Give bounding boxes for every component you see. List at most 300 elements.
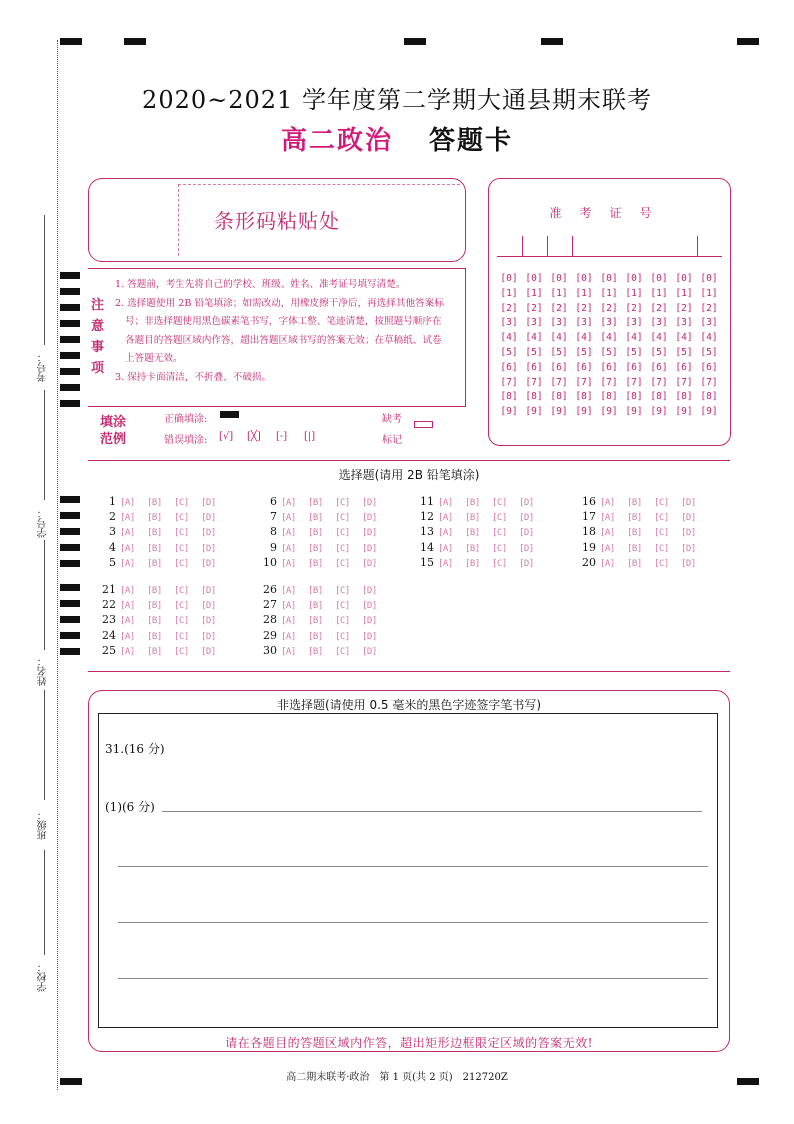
mc-option-bubble[interactable]: [B] xyxy=(465,498,480,508)
mc-option-bubble[interactable]: [C] xyxy=(335,543,350,554)
timing-mark xyxy=(60,304,80,311)
mc-option-bubble[interactable]: [D] xyxy=(519,543,534,554)
mc-option-bubble[interactable]: [B] xyxy=(308,528,323,539)
mc-option-bubble[interactable]: [D] xyxy=(201,528,216,539)
mc-option-bubble[interactable]: [C] xyxy=(492,543,507,554)
mc-question-row xyxy=(92,541,228,556)
ticket-digit-bubble[interactable]: [5] xyxy=(575,346,593,358)
ticket-digit-bubble[interactable]: [3] xyxy=(600,317,618,329)
ticket-digit-bubble[interactable]: [3] xyxy=(675,317,693,329)
mc-option-bubble[interactable]: [C] xyxy=(654,513,669,524)
ticket-digit-bubble[interactable]: [6] xyxy=(550,361,568,373)
mc-option-bubble[interactable]: [B] xyxy=(627,543,642,554)
ticket-digit-bubble[interactable]: [3] xyxy=(625,317,643,329)
mc-option-bubble[interactable]: [A] xyxy=(281,601,296,612)
mc-option-bubble[interactable]: [A] xyxy=(438,498,453,508)
mc-question-row xyxy=(410,510,546,525)
answer-line[interactable] xyxy=(118,922,708,923)
mc-option-bubble[interactable]: [C] xyxy=(174,498,189,508)
ticket-digit-bubble[interactable]: [9] xyxy=(600,406,618,418)
ticket-digit-bubble[interactable]: [0] xyxy=(525,273,543,284)
ticket-digit-bubble[interactable]: [7] xyxy=(650,376,668,388)
timing-mark xyxy=(60,352,80,359)
mc-option-bubble[interactable]: [D] xyxy=(362,498,377,508)
ticket-digit-bubble[interactable]: [5] xyxy=(650,346,668,358)
mc-option-bubble[interactable]: [D] xyxy=(201,498,216,508)
mc-question-number: 24 xyxy=(102,628,116,642)
ticket-digit-bubble[interactable]: [7] xyxy=(550,376,568,388)
mc-question-row xyxy=(253,541,389,556)
mc-option-bubble[interactable]: [C] xyxy=(174,631,189,642)
class-label: 班级： xyxy=(38,810,49,840)
mc-question-row xyxy=(253,598,389,613)
mc-question-row xyxy=(572,510,708,525)
mc-option-bubble[interactable]: [A] xyxy=(600,528,615,539)
mc-option-bubble[interactable]: [A] xyxy=(120,498,135,508)
mc-option-bubble[interactable]: [D] xyxy=(362,528,377,539)
ticket-digit-bubble[interactable]: [4] xyxy=(500,332,518,344)
answer-line[interactable] xyxy=(118,866,708,867)
timing-mark xyxy=(60,272,80,279)
mc-option-bubble[interactable]: [C] xyxy=(654,543,669,554)
ticket-digit-bubble[interactable]: [4] xyxy=(575,332,593,344)
ticket-digit-bubble[interactable]: [3] xyxy=(700,317,718,329)
mc-option-bubble[interactable]: [B] xyxy=(147,513,162,524)
mc-top-rule xyxy=(88,460,730,461)
ticket-digit-bubble[interactable]: [1] xyxy=(625,287,643,299)
mc-option-bubble[interactable]: [A] xyxy=(120,558,135,569)
mc-option-bubble[interactable]: [B] xyxy=(627,498,642,508)
mc-question-row xyxy=(253,613,389,628)
ticket-digit-bubble[interactable]: [8] xyxy=(525,391,543,403)
ticket-digit-bubble[interactable]: [1] xyxy=(525,287,543,299)
class-line xyxy=(44,690,45,800)
mc-option-bubble[interactable]: [C] xyxy=(174,586,189,596)
ticket-digit-bubble[interactable]: [2] xyxy=(650,302,668,314)
mc-option-bubble[interactable]: [D] xyxy=(519,498,534,508)
mc-question-number: 7 xyxy=(270,510,277,524)
mc-option-bubble[interactable]: [A] xyxy=(438,513,453,524)
mc-option-bubble[interactable]: [B] xyxy=(147,498,162,508)
timing-mark xyxy=(737,38,759,45)
ticket-digit-bubble[interactable]: [6] xyxy=(675,361,693,373)
mc-option-bubble[interactable]: [C] xyxy=(492,498,507,508)
ticket-digit-bubble[interactable]: [3] xyxy=(650,317,668,329)
mc-option-bubble[interactable]: [B] xyxy=(627,528,642,539)
mc-option-bubble[interactable]: [C] xyxy=(174,528,189,539)
ticket-digit-bubble[interactable]: [2] xyxy=(550,302,568,314)
timing-mark xyxy=(60,496,80,503)
timing-mark xyxy=(60,600,80,607)
mc-option-bubble[interactable]: [A] xyxy=(120,631,135,642)
subject-name: 高二政治 xyxy=(280,126,393,156)
ticket-digit-bubble[interactable]: [6] xyxy=(525,361,543,373)
ticket-digit-bubble[interactable]: [0] xyxy=(625,273,643,284)
ticket-digit-bubble[interactable]: [2] xyxy=(500,302,518,314)
mc-option-bubble[interactable]: [A] xyxy=(600,543,615,554)
timing-mark xyxy=(60,616,80,623)
ticket-digit-bubble[interactable]: [9] xyxy=(575,406,593,418)
mc-option-bubble[interactable]: [D] xyxy=(519,558,534,569)
ticket-digit-bubble[interactable]: [4] xyxy=(550,332,568,344)
mc-question-row xyxy=(253,583,389,598)
mc-option-bubble[interactable]: [A] xyxy=(281,528,296,539)
warning-text: 请在各题目的答题区域内作答，超出矩形边框限定区域的答案无效! xyxy=(225,1036,593,1050)
ticket-digit-bubble[interactable]: [3] xyxy=(525,317,543,329)
ticket-digit-bubble[interactable]: [5] xyxy=(675,346,693,358)
ticket-digit-bubble[interactable]: [9] xyxy=(525,406,543,418)
ticket-digit-bubble[interactable]: [1] xyxy=(600,287,618,299)
mc-option-bubble[interactable]: [A] xyxy=(600,513,615,524)
ticket-digit-bubble[interactable]: [0] xyxy=(500,273,518,284)
subject-title xyxy=(0,120,794,157)
mc-question-number: 26 xyxy=(263,583,277,596)
mc-question-number: 21 xyxy=(102,583,116,596)
mc-option-bubble[interactable]: [B] xyxy=(308,601,323,612)
answer-line[interactable] xyxy=(162,811,702,812)
ticket-digit-column xyxy=(497,272,521,420)
ticket-digit-bubble[interactable]: [1] xyxy=(500,287,518,299)
ticket-digit-bubble[interactable]: [2] xyxy=(625,302,643,314)
mc-option-bubble[interactable]: [A] xyxy=(281,558,296,569)
name-line xyxy=(44,540,45,650)
mc-option-bubble[interactable]: [B] xyxy=(147,586,162,596)
ticket-digit-bubble[interactable]: [9] xyxy=(650,406,668,418)
mc-option-bubble[interactable]: [B] xyxy=(308,558,323,569)
mc-option-bubble[interactable]: [C] xyxy=(654,498,669,508)
mc-option-bubble[interactable]: [B] xyxy=(308,586,323,596)
ticket-digit-bubble[interactable]: [6] xyxy=(625,361,643,373)
notes-line: 各题目的答题区域内作答，超出答题区域书写的答案无效；在草稿纸、试卷 xyxy=(125,334,442,346)
ticket-digit-bubble[interactable]: [9] xyxy=(625,406,643,418)
mc-option-bubble[interactable]: [D] xyxy=(362,586,377,596)
mc-question-number: 22 xyxy=(102,598,116,612)
mc-option-bubble[interactable]: [A] xyxy=(281,631,296,642)
mc-option-bubble[interactable]: [D] xyxy=(519,513,534,524)
ticket-title: 准考证号 xyxy=(549,206,670,220)
ticket-digit-bubble[interactable]: [0] xyxy=(600,273,618,284)
mc-option-bubble[interactable]: [B] xyxy=(308,616,323,627)
mc-option-bubble[interactable]: [C] xyxy=(174,601,189,612)
mc-option-bubble[interactable]: [B] xyxy=(465,558,480,569)
mc-option-bubble[interactable]: [B] xyxy=(465,528,480,539)
mc-option-bubble[interactable]: [C] xyxy=(335,646,350,657)
mc-option-bubble[interactable]: [C] xyxy=(492,513,507,524)
ticket-digit-bubble[interactable]: [9] xyxy=(700,406,718,418)
absent-label: 缺考 xyxy=(382,414,402,425)
ticket-digit-bubble[interactable]: [8] xyxy=(675,391,693,403)
ticket-digit-bubble[interactable]: [8] xyxy=(600,391,618,403)
mc-question-number: 6 xyxy=(270,495,277,508)
ticket-digit-bubble[interactable]: [5] xyxy=(700,346,718,358)
mc-question-row xyxy=(253,629,389,644)
mc-option-bubble[interactable]: [D] xyxy=(681,513,696,524)
exam-no-label: 考号： xyxy=(38,352,49,382)
mc-option-bubble[interactable]: [C] xyxy=(335,616,350,627)
exam-no-line xyxy=(44,215,45,345)
mc-option-bubble[interactable]: [A] xyxy=(281,543,296,554)
mc-question-row xyxy=(92,495,228,510)
ticket-digit-column xyxy=(522,272,546,420)
ticket-digit-column xyxy=(672,272,696,420)
mc-question-row xyxy=(572,556,708,571)
timing-mark xyxy=(60,544,80,551)
exam-title: 2020~2021 学年度第二学期大通县期末联考 xyxy=(142,86,652,114)
mc-option-bubble[interactable]: [D] xyxy=(201,558,216,569)
mc-option-bubble[interactable]: [D] xyxy=(201,601,216,612)
ticket-digit-bubble[interactable]: [0] xyxy=(700,273,718,284)
mc-option-bubble[interactable]: [A] xyxy=(281,616,296,627)
ticket-digit-bubble[interactable]: [2] xyxy=(600,302,618,314)
mc-question-number: 29 xyxy=(263,628,277,642)
mc-option-bubble[interactable]: [A] xyxy=(120,513,135,524)
question-31-1: (1)(6 分) xyxy=(105,800,155,814)
mc-option-bubble[interactable]: [B] xyxy=(308,498,323,508)
mc-option-bubble[interactable]: [D] xyxy=(201,586,216,596)
ticket-digit-bubble[interactable]: [6] xyxy=(600,361,618,373)
mc-option-bubble[interactable]: [A] xyxy=(281,513,296,524)
ticket-digit-bubble[interactable]: [8] xyxy=(550,391,568,403)
mc-option-bubble[interactable]: [C] xyxy=(492,558,507,569)
ticket-digit-bubble[interactable]: [6] xyxy=(500,361,518,373)
mc-question-row xyxy=(410,541,546,556)
mc-option-bubble[interactable]: [D] xyxy=(362,601,377,612)
ticket-digit-bubble[interactable]: [7] xyxy=(500,376,518,388)
mc-option-bubble[interactable]: [A] xyxy=(600,558,615,569)
ticket-digit-bubble[interactable]: [6] xyxy=(700,361,718,373)
ticket-digit-bubble[interactable]: [0] xyxy=(650,273,668,284)
ticket-digit-bubble[interactable]: [9] xyxy=(550,406,568,418)
mc-option-bubble[interactable]: [D] xyxy=(681,528,696,539)
mc-option-bubble[interactable]: [C] xyxy=(492,528,507,539)
notes-text xyxy=(115,276,465,388)
timing-mark xyxy=(60,632,80,639)
mc-question-number: 16 xyxy=(582,495,596,508)
mc-option-bubble[interactable]: [C] xyxy=(174,646,189,657)
ticket-digit-bubble[interactable]: [7] xyxy=(675,376,693,388)
ticket-digit-bubble[interactable]: [8] xyxy=(700,391,718,403)
ticket-digit-bubble[interactable]: [3] xyxy=(550,317,568,329)
ticket-digit-bubble[interactable]: [6] xyxy=(575,361,593,373)
answer-box[interactable] xyxy=(98,713,718,1028)
mc-option-bubble[interactable]: [A] xyxy=(281,498,296,508)
answer-line[interactable] xyxy=(118,978,708,979)
ticket-digit-bubble[interactable]: [1] xyxy=(550,287,568,299)
mc-option-bubble[interactable]: [B] xyxy=(627,558,642,569)
ticket-digit-bubble[interactable]: [2] xyxy=(700,302,718,314)
mc-question-number: 12 xyxy=(420,510,434,524)
ticket-digit-bubble[interactable]: [4] xyxy=(625,332,643,344)
mc-option-bubble[interactable]: [A] xyxy=(120,616,135,627)
ticket-digit-bubble[interactable]: [4] xyxy=(675,332,693,344)
mc-question-row xyxy=(92,525,228,540)
mc-option-bubble[interactable]: [D] xyxy=(362,513,377,524)
ticket-digit-bubble[interactable]: [4] xyxy=(525,332,543,344)
mc-option-bubble[interactable]: [D] xyxy=(201,543,216,554)
mc-option-bubble[interactable]: [D] xyxy=(362,616,377,627)
mc-option-bubble[interactable]: [B] xyxy=(147,616,162,627)
ticket-digit-bubble[interactable]: [4] xyxy=(600,332,618,344)
mc-question-row xyxy=(92,644,228,659)
timing-mark xyxy=(60,384,80,391)
wrong-fill-mark: [√] xyxy=(219,431,234,442)
timing-mark xyxy=(60,336,80,343)
ticket-digit-bubble[interactable]: [8] xyxy=(500,391,518,403)
mc-option-bubble[interactable]: [B] xyxy=(308,543,323,554)
ticket-write-divider xyxy=(547,236,548,256)
ticket-digit-bubble[interactable]: [3] xyxy=(575,317,593,329)
mc-option-bubble[interactable]: [D] xyxy=(681,498,696,508)
mc-option-bubble[interactable]: [B] xyxy=(308,631,323,642)
ticket-digit-bubble[interactable]: [1] xyxy=(650,287,668,299)
ticket-digit-bubble[interactable]: [2] xyxy=(575,302,593,314)
mc-option-bubble[interactable]: [D] xyxy=(362,558,377,569)
notes-line: 1. 答题前，考生先将自己的学校、班级、姓名、准考证号填写清楚。 xyxy=(115,279,406,290)
mc-option-bubble[interactable]: [C] xyxy=(174,616,189,627)
mc-option-bubble[interactable]: [C] xyxy=(335,513,350,524)
mc-option-bubble[interactable]: [B] xyxy=(147,543,162,554)
ticket-digit-bubble[interactable]: [3] xyxy=(500,317,518,329)
mc-question-row xyxy=(572,495,708,510)
mc-question-number: 25 xyxy=(102,643,116,657)
mc-question-row xyxy=(410,556,546,571)
ticket-digit-bubble[interactable]: [0] xyxy=(550,273,568,284)
ticket-digit-bubble[interactable]: [1] xyxy=(675,287,693,299)
student-no-label: 学号： xyxy=(38,508,49,538)
ticket-digit-bubble[interactable]: [5] xyxy=(500,346,518,358)
ticket-digit-bubble[interactable]: [8] xyxy=(575,391,593,403)
ticket-digit-bubble[interactable]: [4] xyxy=(700,332,718,344)
mc-option-bubble[interactable]: [C] xyxy=(335,528,350,539)
ticket-digit-bubble[interactable]: [7] xyxy=(575,376,593,388)
mc-option-bubble[interactable]: [C] xyxy=(174,543,189,554)
mc-option-bubble[interactable]: [B] xyxy=(147,646,162,657)
ticket-digit-bubble[interactable]: [0] xyxy=(575,273,593,284)
ticket-digit-bubble[interactable]: [2] xyxy=(525,302,543,314)
ticket-write-divider xyxy=(697,236,698,256)
ticket-digit-bubble[interactable]: [5] xyxy=(550,346,568,358)
mc-option-bubble[interactable]: [D] xyxy=(362,646,377,657)
wrong-fill-mark: [-] xyxy=(276,431,288,442)
barcode-inner-dashed-top xyxy=(178,184,460,185)
mc-option-bubble[interactable]: [A] xyxy=(120,528,135,539)
ticket-digit-bubble[interactable]: [8] xyxy=(650,391,668,403)
ticket-digit-bubble[interactable]: [7] xyxy=(625,376,643,388)
mc-question-row xyxy=(92,510,228,525)
ticket-digit-bubble[interactable]: [1] xyxy=(700,287,718,299)
mc-question-row xyxy=(253,510,389,525)
mc-option-bubble[interactable]: [C] xyxy=(654,558,669,569)
mc-option-bubble[interactable]: [A] xyxy=(120,601,135,612)
fill-example-box xyxy=(88,406,466,452)
mc-question-number: 10 xyxy=(263,555,277,569)
timing-mark xyxy=(60,528,80,535)
mc-option-bubble[interactable]: [D] xyxy=(519,528,534,539)
notes-line: 号；非选择题使用黑色碳素笔书写，字体工整、笔迹清楚，按照题号顺序在 xyxy=(125,316,442,328)
mc-option-bubble[interactable]: [A] xyxy=(120,586,135,596)
mc-option-bubble[interactable]: [D] xyxy=(201,513,216,524)
ticket-digit-bubble[interactable]: [4] xyxy=(650,332,668,344)
mc-option-bubble[interactable]: [B] xyxy=(627,513,642,524)
ticket-digit-bubble[interactable]: [9] xyxy=(675,406,693,418)
ticket-write-divider xyxy=(522,236,523,256)
mc-option-bubble[interactable]: [B] xyxy=(465,543,480,554)
mc-option-bubble[interactable]: [B] xyxy=(465,513,480,524)
mc-option-bubble[interactable]: [A] xyxy=(281,586,296,596)
mc-option-bubble[interactable]: [D] xyxy=(681,558,696,569)
ticket-digit-bubble[interactable]: [7] xyxy=(600,376,618,388)
school-label: 学校： xyxy=(38,962,49,992)
mc-option-bubble[interactable]: [C] xyxy=(174,513,189,524)
ticket-digit-bubble[interactable]: [5] xyxy=(600,346,618,358)
wrong-fill-mark: [╳] xyxy=(247,431,261,442)
mc-question-number: 14 xyxy=(420,540,434,554)
ticket-digit-bubble[interactable]: [1] xyxy=(575,287,593,299)
mc-option-bubble[interactable]: [D] xyxy=(201,616,216,627)
mc-option-bubble[interactable]: [B] xyxy=(147,558,162,569)
ticket-digit-bubble[interactable]: [7] xyxy=(525,376,543,388)
timing-mark xyxy=(60,288,80,295)
mc-option-bubble[interactable]: [A] xyxy=(281,646,296,657)
name-label: 姓名： xyxy=(38,656,49,686)
mc-question-row xyxy=(92,583,228,598)
mc-option-bubble[interactable]: [D] xyxy=(681,543,696,554)
mc-option-bubble[interactable]: [A] xyxy=(600,498,615,508)
mc-option-bubble[interactable]: [D] xyxy=(201,646,216,657)
mc-option-bubble[interactable]: [D] xyxy=(362,543,377,554)
mc-option-bubble[interactable]: [C] xyxy=(335,631,350,642)
absent-checkbox[interactable] xyxy=(414,421,433,428)
ticket-digit-bubble[interactable]: [6] xyxy=(650,361,668,373)
mc-question-row xyxy=(92,556,228,571)
mc-option-bubble[interactable]: [D] xyxy=(201,631,216,642)
mc-question-number: 2 xyxy=(109,510,116,524)
mc-option-bubble[interactable]: [A] xyxy=(120,646,135,657)
mc-option-bubble[interactable]: [C] xyxy=(335,586,350,596)
ticket-digit-bubble[interactable]: [5] xyxy=(625,346,643,358)
ticket-digit-bubble[interactable]: [0] xyxy=(675,273,693,284)
mc-question-row xyxy=(253,495,389,510)
mc-option-bubble[interactable]: [B] xyxy=(308,646,323,657)
notes-line: 上答题无效。 xyxy=(125,353,183,365)
mc-question-row xyxy=(572,541,708,556)
mc-option-bubble[interactable]: [A] xyxy=(438,543,453,554)
mc-option-bubble[interactable]: [B] xyxy=(147,631,162,642)
mc-option-bubble[interactable]: [B] xyxy=(147,601,162,612)
mc-option-bubble[interactable]: [B] xyxy=(308,513,323,524)
mc-option-bubble[interactable]: [A] xyxy=(438,558,453,569)
mc-option-bubble[interactable]: [C] xyxy=(335,498,350,508)
ticket-digit-bubble[interactable]: [2] xyxy=(675,302,693,314)
mc-option-bubble[interactable]: [C] xyxy=(335,558,350,569)
mc-option-bubble[interactable]: [A] xyxy=(438,528,453,539)
ticket-digit-bubble[interactable]: [8] xyxy=(625,391,643,403)
mc-option-bubble[interactable]: [C] xyxy=(335,601,350,612)
mc-option-bubble[interactable]: [C] xyxy=(654,528,669,539)
mc-option-bubble[interactable]: [C] xyxy=(174,558,189,569)
ticket-digit-bubble[interactable]: [5] xyxy=(525,346,543,358)
ticket-digit-bubble[interactable]: [9] xyxy=(500,406,518,418)
ticket-digit-bubble[interactable]: [7] xyxy=(700,376,718,388)
student-no-line xyxy=(44,390,45,500)
timing-mark xyxy=(60,584,80,591)
timing-mark xyxy=(60,512,80,519)
mc-option-bubble[interactable]: [D] xyxy=(362,631,377,642)
mc-option-bubble[interactable]: [B] xyxy=(147,528,162,539)
barcode-label: 条形码粘贴处 xyxy=(214,209,340,233)
ticket-digit-column xyxy=(572,272,596,420)
mc-option-bubble[interactable]: [A] xyxy=(120,543,135,554)
